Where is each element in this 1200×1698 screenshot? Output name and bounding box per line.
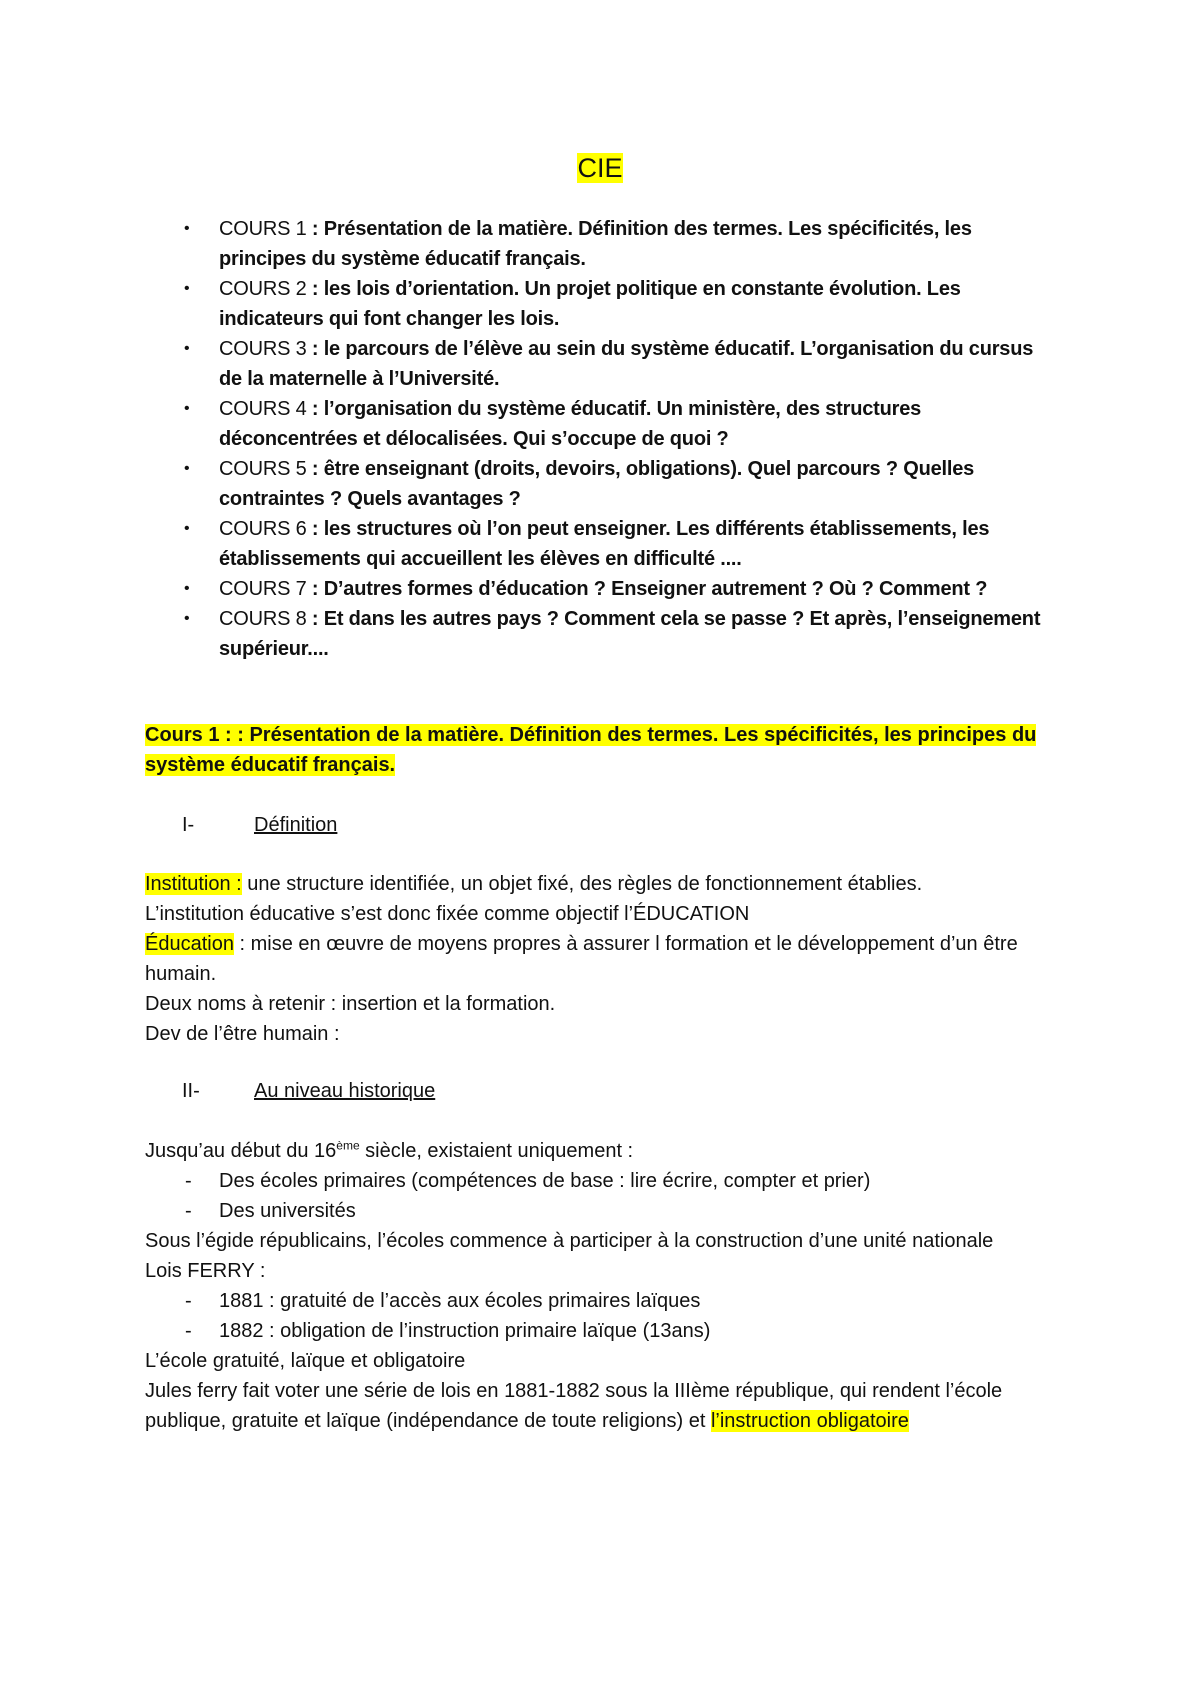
outline-item	[184, 454, 1044, 514]
outline-course-text: : l’organisation du système éducatif. Un ministère, des structures déconcentrées et délocalisées. Qui s’occupe de quoi ?	[219, 398, 922, 450]
outline-course-label: COURS 7	[219, 578, 307, 600]
title-text: CIE	[577, 153, 623, 183]
cours1-heading-text: Cours 1 : : Présentation de la matière. Définition des termes. Les spécificités, les principes du système éducatif français.	[145, 724, 1037, 776]
definition-text: : mise en œuvre de moyens propres à assurer l formation et le développement d’un être humain.	[145, 933, 1018, 985]
text-span: siècle, existaient uniquement :	[359, 1140, 634, 1162]
outline-course-label: COURS 8	[219, 608, 307, 630]
outline-course-text: : le parcours de l’élève au sein du système éducatif. L’organisation du cursus de la maternelle à l’Université.	[219, 338, 1034, 390]
outline-course-text: : Et dans les autres pays ? Comment cela se passe ? Et après, l’enseignement supérieur....	[219, 608, 1041, 660]
section-heading-historique	[182, 1076, 682, 1106]
outline-course-text: : être enseignant (droits, devoirs, obligations). Quel parcours ? Quelles contraintes ? Quels avantages ?	[219, 458, 975, 510]
cours1-heading	[145, 720, 1065, 780]
definition-education	[145, 929, 1065, 989]
history-block	[145, 1136, 1065, 1436]
outline-item	[184, 394, 1044, 454]
section-heading-definition	[182, 810, 682, 840]
term-institution: Institution :	[145, 873, 242, 895]
outline-course-text: : les lois d’orientation. Un projet politique en constante évolution. Les indicateurs qui font changer les lois.	[219, 278, 961, 330]
outline-course-text: : D’autres formes d’éducation ? Enseigner autrement ? Où ? Comment ?	[306, 578, 988, 600]
paragraph-line: Dev de l’être humain :	[145, 1023, 340, 1045]
paragraph-line: Lois FERRY :	[145, 1260, 266, 1282]
outline-item	[184, 514, 1044, 574]
section-title: Définition	[254, 814, 338, 836]
document-title	[0, 150, 1200, 186]
paragraph-line: Sous l’égide républicains, l’écoles commence à participer à la construction d’une unité nationale	[145, 1230, 994, 1252]
list-item: - 1882 : obligation de l’instruction primaire laïque (13ans)	[145, 1316, 1065, 1346]
paragraph-jules-ferry	[145, 1376, 1065, 1436]
outline-item	[184, 274, 1044, 334]
text-span: Jules ferry fait voter une série de lois en 1881-1882 sous la IIIème république, qui rendent l’école publique, gratuite et laïque (indépendance de toute religions) et	[145, 1380, 1003, 1432]
term-education: Éducation	[145, 933, 234, 955]
outline-course-label: COURS 6	[219, 518, 307, 540]
outline-item	[184, 604, 1044, 664]
definitions-block	[145, 869, 1065, 1049]
course-outline-list	[184, 214, 1044, 664]
outline-course-label: COURS 1	[219, 218, 307, 240]
list-item: - Des écoles primaires (compétences de base : lire écrire, compter et prier)	[145, 1166, 1065, 1196]
section-number: II-	[182, 1080, 200, 1102]
outline-course-label: COURS 4	[219, 398, 307, 420]
list-item: - Des universités	[145, 1196, 1065, 1226]
paragraph-line: Deux noms à retenir : insertion et la formation.	[145, 993, 556, 1015]
definition-text: une structure identifiée, un objet fixé, des règles de fonctionnement établies.	[241, 873, 923, 895]
outline-item	[184, 334, 1044, 394]
outline-course-label: COURS 3	[219, 338, 307, 360]
paragraph-line: L’institution éducative s’est donc fixée comme objectif l’ÉDUCATION	[145, 903, 750, 925]
history-intro	[145, 1136, 1065, 1166]
outline-item	[184, 214, 1044, 274]
outline-item	[184, 574, 1044, 604]
definition-institution	[145, 869, 1065, 899]
paragraph-line: L’école gratuité, laïque et obligatoire	[145, 1350, 466, 1372]
section-title: Au niveau historique	[254, 1080, 436, 1102]
outline-course-text: : les structures où l’on peut enseigner. Les différents établissements, les établissements qui accueillent les élèves en difficulté ....	[219, 518, 990, 570]
outline-course-text: : Présentation de la matière. Définition des termes. Les spécificités, les principes du système éducatif français.	[219, 218, 972, 270]
dash-list	[145, 1166, 1065, 1226]
highlighted-text: l’instruction obligatoire	[710, 1410, 909, 1432]
text-span: Jusqu’au début du 16	[145, 1140, 337, 1162]
dash-list	[145, 1286, 1065, 1346]
list-item: - 1881 : gratuité de l’accès aux écoles primaires laïques	[145, 1286, 1065, 1316]
section-number: I-	[182, 814, 195, 836]
superscript: ème	[336, 1138, 360, 1153]
outline-course-label: COURS 2	[219, 278, 307, 300]
outline-course-label: COURS 5	[219, 458, 307, 480]
